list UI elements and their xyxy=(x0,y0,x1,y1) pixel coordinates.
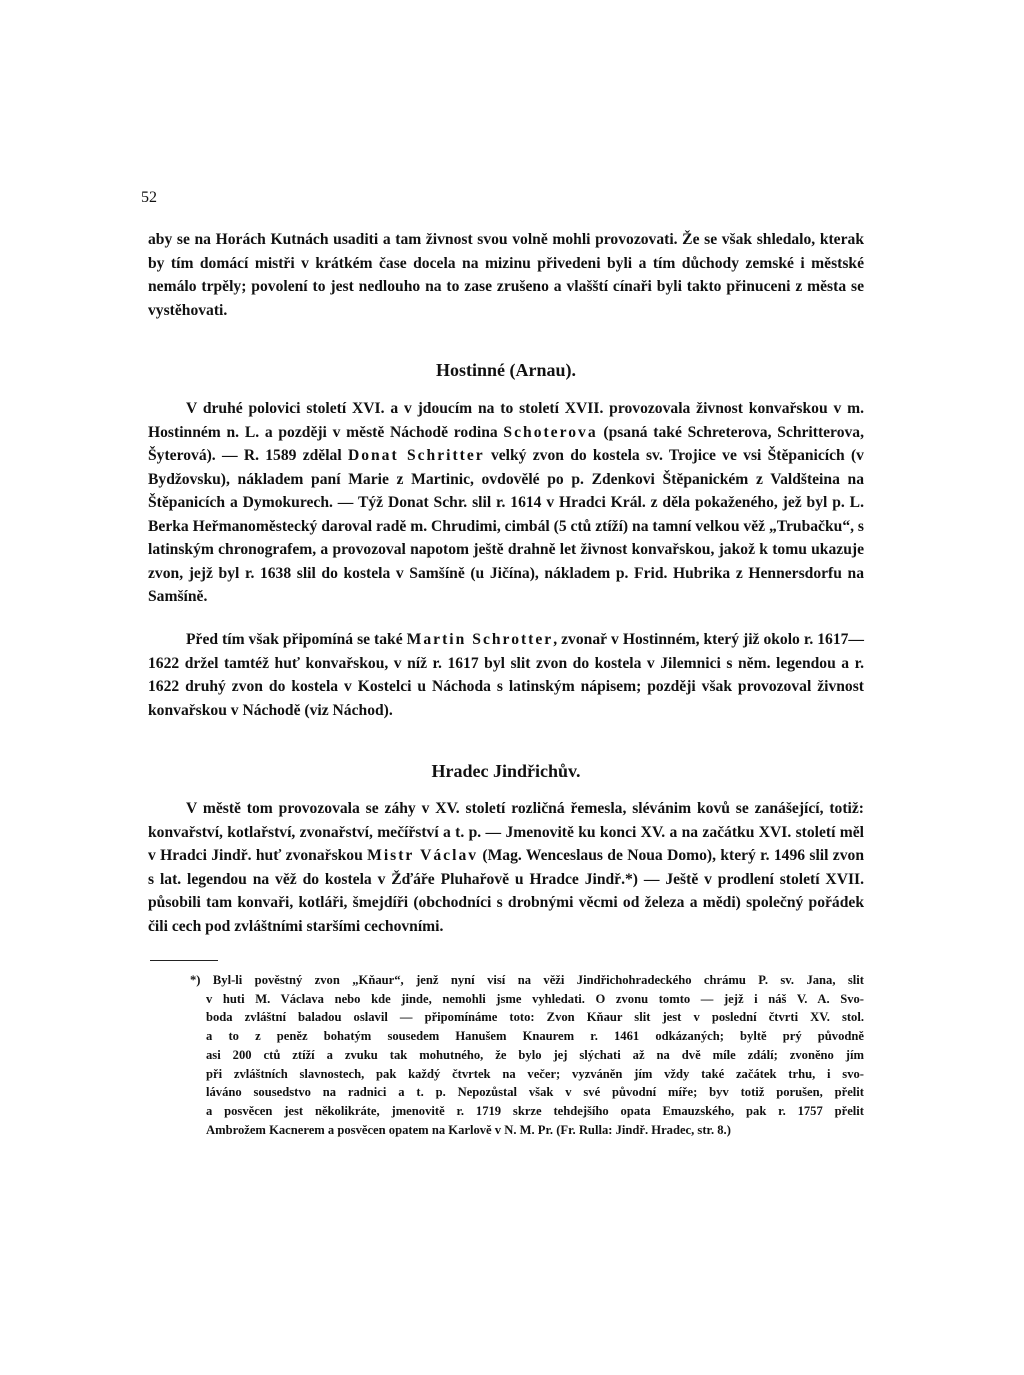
paragraph-text: velký zvon do kostela sv. Trojice ve vsi Štěpanicích (v Bydžovsku), nákladem paní Marie z Martinic, ovdovělé po p. Zdenkovi Štěpanickém z Valdšteina na Štěpanicích a Dymokurech. — Týž Donat Schr. slil r. 1614 v Hradci Král. z děla pokaženého, jež byl p. L. Berka Heřmanoměstecký daroval radě m. Chrudimi, cimbál (5 ctů ztíží) na tamní velkou věž „Trubačku“, s latinským chronografem, a provozoval napotom ještě drahně let živnost konvařskou, jakož k tomu ukazuje zvon, jejž byl r. 1638 slil do kostela v Samšíně (u Jičína), nákladem p. Frid. Hubrika z Hennersdorfu na Samšíně. xyxy=(148,447,864,605)
footnote-line: *) Byl-li pověstný zvon „Kňaur“, jenž nyní visí na věži Jindřichohradeckého chrámu P. sv. Jana, slit xyxy=(190,973,864,987)
footnote-rule xyxy=(150,960,218,961)
paragraph-text: Před tím však připomíná se také xyxy=(186,631,407,648)
paragraph-text: V městě tom provozovala se záhy v XV. století rozličná řemesla, slévánim kovů se zanášející, totiž: konvařství, kotlařství, zvonařství, mečířství a t. p. — Jmenovitě ku konci XV. a na začátku XVI. století měl v Hradci Jindř. huť zvonařskou xyxy=(148,800,864,864)
paragraph-text: (psaná také Schreterova, Schritterova, Šyterová). — R. 1589 zdělal xyxy=(148,423,864,464)
paragraph-hostinne-2 xyxy=(148,628,864,722)
footnote-line: láváno sousedstvo na radnici a t. p. Nepozůstal však v své původní míře; byv totiž porušen, přelit xyxy=(206,1085,864,1100)
footnote-line: při zvláštních slavnostech, pak každý čtvrtek na večer; vyzváněn jím vždy také začátek trhu, i svo- xyxy=(206,1066,864,1081)
paragraph-text: aby se na Horách Kutnách usaditi a tam živnost svou volně mohli provozovati. Že se však shledalo, kterak by tím domácí mistři v krátkém čase docela na mizinu přivedeni byli a tím důchody zemské i městské nemálo trpěly; povolení to jest nedlouho na to zase zrušeno a vlašští cínaři byli takto přinuceni z města se vystěhovati. xyxy=(148,231,864,319)
paragraph-hostinne-1 xyxy=(148,397,864,609)
footnote-line: a to z peněz bohatým sousedem Hanušem Knaurem r. 1461 odkázaných; byltě prý původně xyxy=(206,1029,864,1044)
footnote xyxy=(190,971,864,1139)
section-heading-hostinne: Hostinné (Arnau). xyxy=(435,360,576,380)
spaced-name: Schoterova xyxy=(503,423,598,441)
footnote-line: asi 200 ctů ztíží a zvuku tak mohutného, že bylo jej slýchati až na dvě míle zdálí; zvoněno jím xyxy=(206,1047,864,1062)
paragraph-text: V druhé polovici století XVI. a v jdoucím na to století XVII. provozovala živnost konvařskou v m. Hostinném n. L. a později v městě Náchodě rodina xyxy=(148,400,864,441)
paragraph-hradec xyxy=(148,797,864,938)
paragraph-text: , zvonař v Hostinném, který již okolo r. 1617—1622 držel tamtéž huť konvařskou, v níž r. 1617 byl slit zvon do kostela v Jilemnici s něm. legendou a r. 1622 druhý zvon do kostela v Kostelci u Náchoda s latinským nápisem; později však provozoval živnost konvařskou v Náchodě (viz Náchod). xyxy=(148,631,865,719)
spaced-name: Martin Schrotter xyxy=(406,631,554,648)
section-heading-hradec: Hradec Jindřichův. xyxy=(431,761,581,781)
footnote-line: boda zvláštní baladou oslavil — připomínáme toto: Zvon Kňaur slit jest v poslední čtvrti XV. stol. xyxy=(206,1010,864,1025)
page-number: 52 xyxy=(141,189,157,206)
paragraph-intro xyxy=(148,228,864,322)
spaced-name: Donat Schritter xyxy=(347,447,485,464)
footnote-line: a posvěcen jest několikráte, jmenovitě r. 1719 skrze tehdejšího opata Emauzského, pak r. 1757 přelit xyxy=(206,1103,864,1118)
footnote-line: Ambrožem Kacnerem a posvěcen opatem na Karlově v N. M. Pr. (Fr. Rulla: Jindř. Hradec, str. 8.) xyxy=(206,1122,731,1137)
footnote-line: v huti M. Václava nebo kde jinde, nemohli jsme vyhledati. O zvonu tomto — jejž i náš V. A. Svo- xyxy=(206,991,864,1006)
paragraph-text: (Mag. Wenceslaus de Noua Domo), který r. 1496 slil zvon s lat. legendou na věž do kostela v Žďáře Pluhařově u Hradce Jindř.*) — Ještě v prodlení století XVII. působili tam konvaři, kotláři, šmejdíři (obchodníci s drobnými věcmi od železa a mědi) společný pořádek čili cech pod zvláštními staršími cechovními. xyxy=(148,847,864,935)
spaced-name: Mistr Václav xyxy=(367,847,479,864)
